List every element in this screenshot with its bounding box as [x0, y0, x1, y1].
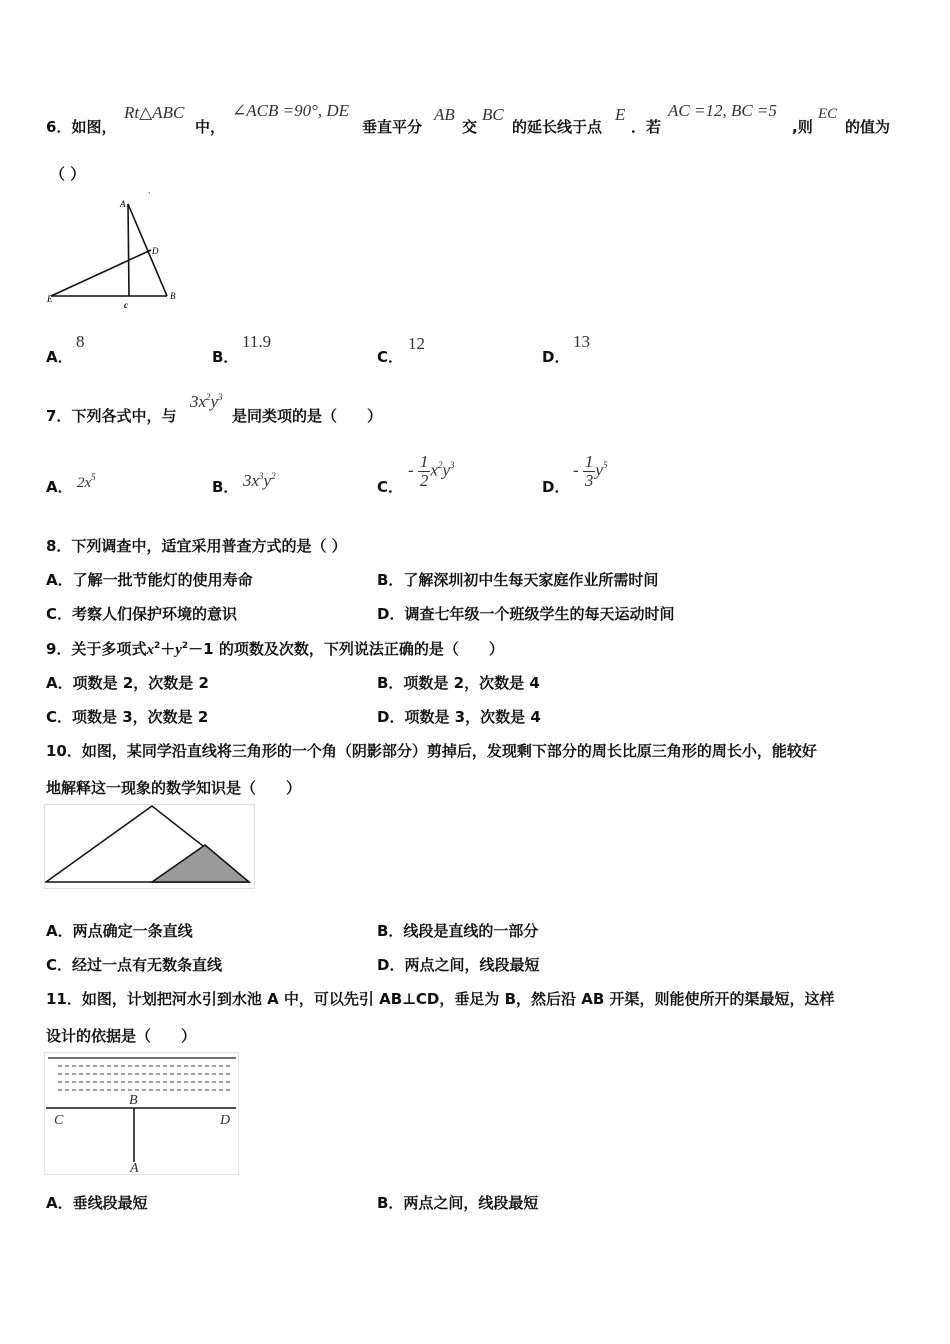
- q6-math-ab: AB: [434, 105, 455, 124]
- label-d: D: [152, 246, 159, 256]
- q7-option-d-value: - $\frac{1}{3}$ $y^5$: [573, 452, 608, 490]
- q6-text: 交: [462, 118, 478, 136]
- q7-option-c-value: - $\frac{1}{2}$ $x^2y^3$: [408, 452, 455, 490]
- q7-option-d-label: D．: [542, 478, 570, 496]
- q10-option-a: A．两点确定一条直线: [46, 922, 193, 940]
- q6-math-rt-abc: Rt△ABC: [124, 103, 185, 122]
- q6-option-b-label: B．: [212, 348, 239, 366]
- question-number: 6．: [46, 118, 72, 136]
- q7-option-a-value: $2x^5$: [77, 472, 96, 491]
- q10-stem-line1: 10．如图，某同学沿直线将三角形的一个角（阴影部分）剪掉后，发现剩下部分的周长比原三角形的周长小，能较好: [46, 742, 817, 760]
- q7-term: $3x^2y^3$: [190, 392, 223, 411]
- q6-text: 垂直平分: [362, 118, 423, 136]
- q10-triangle-figure: [44, 804, 256, 890]
- label-b: B: [170, 291, 176, 301]
- label-d: D: [220, 1113, 231, 1128]
- q9-option-b: B．项数是 2，次数是 4: [377, 674, 540, 692]
- q6-math-bc: BC: [482, 105, 504, 124]
- label-c: c: [124, 300, 128, 310]
- q7-stem: 7．下列各式中，与: [46, 407, 177, 425]
- q10-option-c: C．经过一点有无数条直线: [46, 956, 223, 974]
- q6-math-e: E: [615, 105, 626, 124]
- q6-text: 的延长线于点: [512, 118, 603, 136]
- q6-option-a-value: 8: [76, 332, 85, 351]
- q11-option-a: A．垂线段最短: [46, 1194, 148, 1212]
- label-b: B: [129, 1093, 138, 1108]
- q6-text: 的值为: [845, 118, 891, 136]
- q6-option-d-value: 13: [573, 332, 590, 351]
- label-c: C: [54, 1113, 64, 1128]
- q11-option-b: B．两点之间，线段最短: [377, 1194, 539, 1212]
- label-e: E: [47, 294, 53, 304]
- q10-stem-line2: 地解释这一现象的数学知识是（ ）: [46, 779, 302, 797]
- q9-option-a: A．项数是 2，次数是 2: [46, 674, 209, 692]
- q6-text: ．若: [631, 118, 662, 136]
- q6-option-c-value: 12: [408, 334, 425, 353]
- q8-option-c: C．考察人们保护环境的意识: [46, 605, 238, 623]
- q6-text: ,则: [792, 118, 813, 136]
- q6-triangle-figure: [45, 192, 190, 312]
- q9-option-c: C．项数是 3，次数是 2: [46, 708, 209, 726]
- q6-paren: （ ）: [50, 165, 86, 183]
- q6-math-values: AC =12, BC =5: [668, 101, 777, 120]
- q6-option-c-label: C．: [377, 348, 404, 366]
- svg-text:·: ·: [148, 192, 151, 198]
- q9-option-d: D．项数是 3，次数是 4: [377, 708, 541, 726]
- q8-option-b: B．了解深圳初中生每天家庭作业所需时间: [377, 571, 659, 589]
- label-a: A: [130, 1161, 139, 1176]
- q7-option-c-label: C．: [377, 478, 404, 496]
- q11-stem-line1: 11．如图，计划把河水引到水池 A 中，可以先引 AB⊥CD，垂足为 B，然后沿 AB 开渠，则能使所开的渠最短，这样: [46, 990, 835, 1008]
- q6-option-a-label: A．: [46, 348, 73, 366]
- q10-option-b: B．线段是直线的一部分: [377, 922, 539, 940]
- q6-option-b-value: 11.9: [242, 332, 272, 351]
- q7-stem-end: 是同类项的是（ ）: [232, 407, 383, 425]
- q10-option-d: D．两点之间，线段最短: [377, 956, 540, 974]
- q7-option-b-label: B．: [212, 478, 239, 496]
- q11-river-figure: [44, 1052, 240, 1176]
- q6-math-ec: EC: [818, 106, 838, 122]
- q8-stem: 8．下列调查中，适宜采用普查方式的是（ ）: [46, 537, 347, 555]
- q6-stem: 6．如图，: [46, 118, 117, 136]
- q6-text: 中，: [195, 118, 226, 136]
- q11-stem-line2: 设计的依据是（ ）: [46, 1027, 197, 1045]
- q8-option-d: D．调查七年级一个班级学生的每天运动时间: [377, 605, 675, 623]
- q6-option-d-label: D．: [542, 348, 570, 366]
- q8-option-a: A．了解一批节能灯的使用寿命: [46, 571, 253, 589]
- label-a: A: [120, 199, 126, 209]
- q9-stem: 9．关于多项式$x^2+y^2-1$ 的项数及次数，下列说法正确的是（ ）: [46, 640, 504, 658]
- q7-option-b-value: $3x^3y^2$: [243, 471, 276, 490]
- q6-math-angle: ∠ACB =90°, DE: [232, 101, 350, 120]
- q7-option-a-label: A．: [46, 478, 73, 496]
